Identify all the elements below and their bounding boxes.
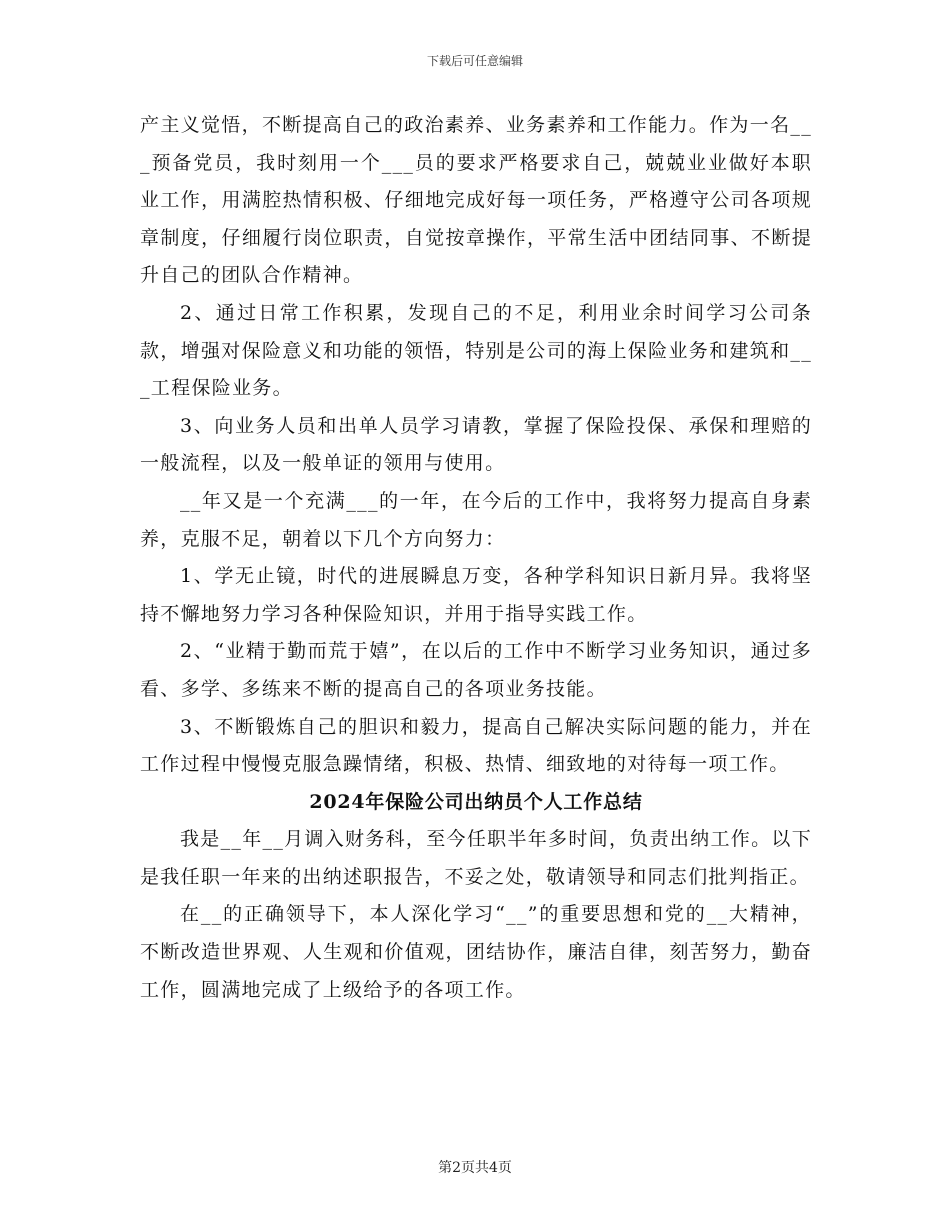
paragraph: 在__的正确领导下，本人深化学习“__”的重要思想和党的__大精神，不断改造世界观、人生观和价值观，团结协作，廉洁自律，刻苦努力，勤奋工作，圆满地完成了上级给予的各项工作。 [140, 903, 812, 1001]
paragraph: 我是__年__月调入财务科，至今任职半年多时间，负责出纳工作。以下是我任职一年来的出纳述职报告，不妥之处，敬请领导和同志们批判指正。 [140, 828, 812, 888]
document-body [140, 107, 812, 1009]
section-title: 2024年保险公司出纳员个人工作总结 [309, 790, 643, 813]
paragraph: 产主义觉悟，不断提高自己的政治素养、业务素养和工作能力。作为一名___预备党员，我时刻用一个___员的要求严格要求自己，兢兢业业做好本职业工作，用满腔热情积极、仔细地完成好每一项任务，严格遵守公司各项规章制度，仔细履行岗位职责，自觉按章操作，平常生活中团结同事、不断提升自己的团队合作精神。 [140, 114, 812, 287]
page-footer: 第2页共4页 [438, 1160, 512, 1176]
paragraph: 2、通过日常工作积累，发现自己的不足，利用业余时间学习公司条款，增强对保险意义和功能的领悟，特别是公司的海上保险业务和建筑和___工程保险业务。 [140, 301, 812, 400]
page-header: 下载后可任意编辑 [426, 54, 523, 68]
paragraph: 3、不断锻炼自己的胆识和毅力，提高自己解决实际问题的能力，并在工作过程中慢慢克服急躁情绪，积极、热情、细致地的对待每一项工作。 [140, 715, 812, 776]
paragraph: 2、“业精于勤而荒于嬉”，在以后的工作中不断学习业务知识，通过多看、多学、多练来不断的提高自己的各项业务技能。 [140, 640, 812, 700]
paragraph: 3、向业务人员和出单人员学习请教，掌握了保险投保、承保和理赔的一般流程，以及一般单证的领用与使用。 [140, 414, 812, 475]
paragraph: 1、学无止镜，时代的进展瞬息万变，各种学科知识日新月异。我将坚持不懈地努力学习各种保险知识，并用于指导实践工作。 [140, 565, 812, 625]
paragraph: __年又是一个充满___的一年，在今后的工作中，我将努力提高自身素养，克服不足，朝着以下几个方向努力： [140, 489, 812, 550]
